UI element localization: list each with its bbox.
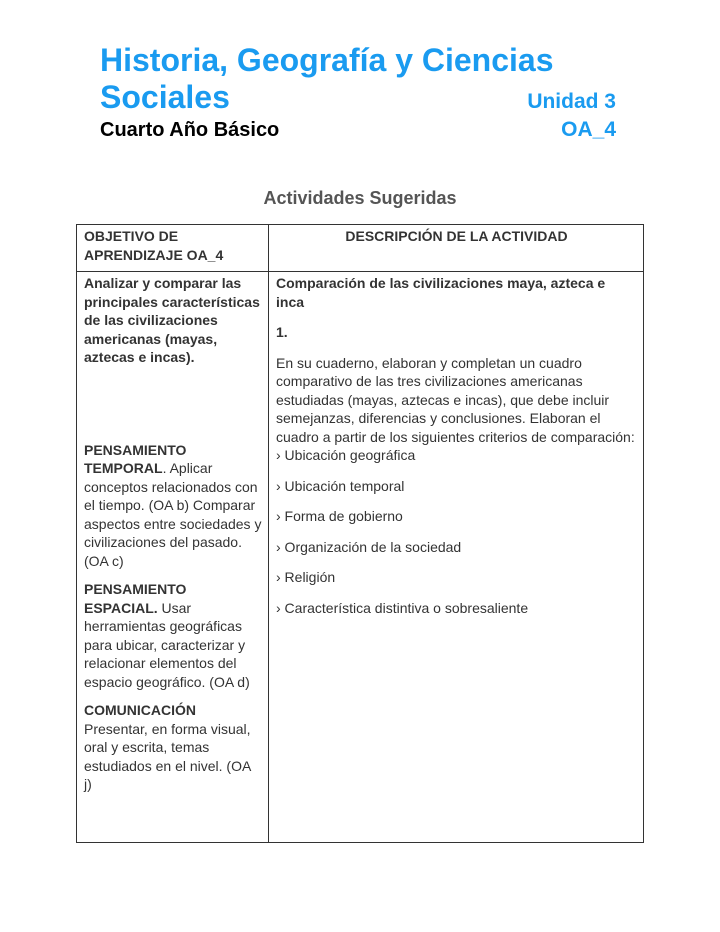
description-cell bbox=[269, 272, 644, 843]
table-row bbox=[77, 272, 644, 843]
table-header-row bbox=[77, 225, 644, 272]
activity-number: 1. bbox=[276, 324, 288, 340]
criteria-item: › Ubicación temporal bbox=[276, 477, 405, 494]
activities-table bbox=[76, 224, 644, 843]
activity-description: En su cuaderno, elaboran y completan un cuadro comparativo de las tres civilizaciones americanas estudiadas (mayas, aztecas e incas), que debe incluir semejanzas, diferencias y conclusiones. Elaboran el cuadro a partir de los siguientes criterios de comparación: bbox=[276, 354, 635, 445]
criteria-list bbox=[276, 446, 637, 617]
section-title: Actividades Sugeridas bbox=[263, 188, 457, 208]
criteria-item: › Organización de la sociedad bbox=[276, 538, 462, 555]
criteria-item: › Religión bbox=[276, 569, 336, 585]
document-title: Historia, Geografía y Ciencias Sociales bbox=[100, 42, 554, 115]
criteria-item: › Característica distintiva o sobresaliente bbox=[276, 599, 529, 616]
skill-espacial: PENSAMIENTO ESPACIAL. Usar herramientas geográficas para ubicar, caracterizar y relacionar elementos del espacio geográfico. (OA d) bbox=[84, 581, 250, 690]
objective-text: Analizar y comparar las principales características de las civilizaciones americanas (mayas, aztecas e incas). bbox=[84, 275, 260, 365]
grade-label: Cuarto Año Básico bbox=[100, 119, 280, 141]
skill-temporal: PENSAMIENTO TEMPORAL. Aplicar conceptos relacionados con el tiempo. (OA b) Comparar aspectos entre sociedades y civilizaciones del pasado. (OA c) bbox=[84, 441, 262, 569]
col2-header: DESCRIPCIÓN DE LA ACTIVIDAD bbox=[269, 225, 644, 272]
skill-comunicacion: COMUNICACIÓN Presentar, en forma visual, oral y escrita, temas estudiados en el nivel. (OA j) bbox=[84, 702, 251, 792]
criteria-item: › Forma de gobierno bbox=[276, 508, 403, 524]
col1-header: OBJETIVO DE APRENDIZAJE OA_4 bbox=[77, 225, 269, 272]
criteria-item: › Ubicación geográfica bbox=[276, 447, 416, 463]
objective-cell bbox=[77, 272, 269, 843]
oa-label: OA_4 bbox=[561, 118, 616, 141]
activity-title: Comparación de las civilizaciones maya, azteca e inca bbox=[276, 275, 606, 310]
unit-label: Unidad 3 bbox=[527, 90, 616, 113]
